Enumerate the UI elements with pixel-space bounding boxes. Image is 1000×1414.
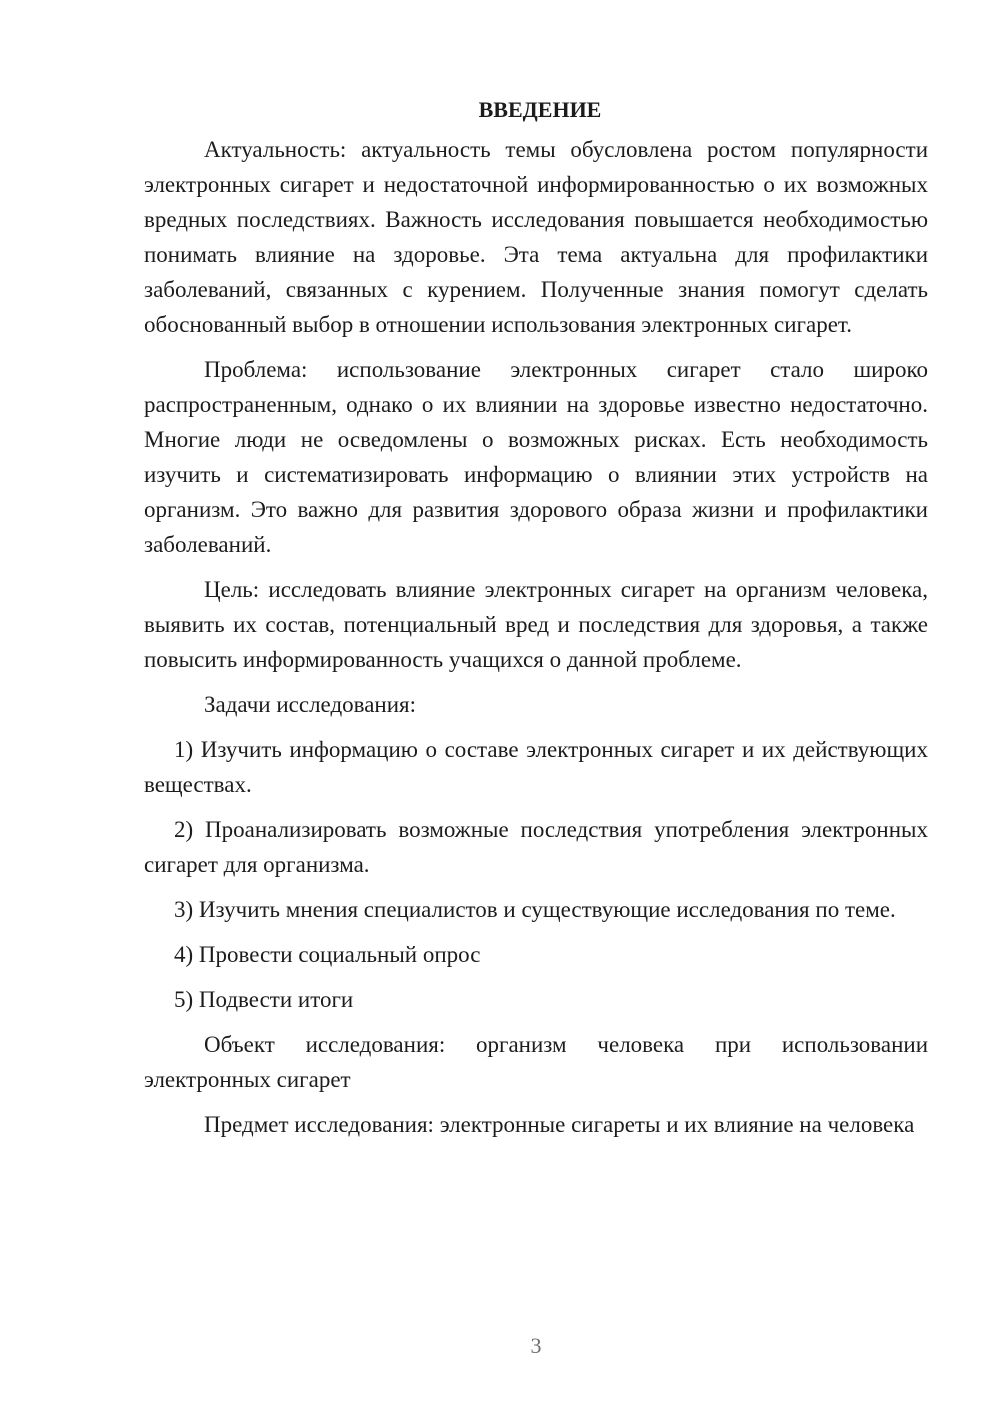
task-item: 3) Изучить мнения специалистов и существующие исследования по теме. xyxy=(174,897,896,922)
task-item: 4) Провести социальный опрос xyxy=(174,942,481,967)
task-item: 5) Подвести итоги xyxy=(174,987,354,1012)
relevance-paragraph: Актуальность: актуальность темы обусловлена ростом популярности электронных сигарет и недостаточной информированностью о их возможных вредных последствиях. Важность исследования повышается необходимостью понимать влияние на здоровье. Эта тема актуальна для профилактики заболеваний, связанных с курением. Полученные знания помогут сделать обоснованный выбор в отношении использования электронных сигарет. xyxy=(144,137,928,337)
page-number: 3 xyxy=(530,1333,542,1358)
goal-paragraph: Цель: исследовать влияние электронных сигарет на организм человека, выявить их состав, потенциальный вред и последствия для здоровья, а также повысить информированность учащихся о данной проблеме. xyxy=(144,577,928,672)
section-title: ВВЕДЕНИЕ xyxy=(478,97,602,122)
problem-paragraph: Проблема: использование электронных сигарет стало широко распространенным, однако о их влиянии на здоровье известно недостаточно. Многие люди не осведомлены о возможных рисках. Есть необходимость изучить и систематизировать информацию о влиянии этих устройств на организм. Это важно для развития здорового образа жизни и профилактики заболеваний. xyxy=(144,357,928,557)
object-paragraph: Объект исследования: организм человека при использовании электронных сигарет xyxy=(144,1032,928,1092)
task-item: 1) Изучить информацию о составе электронных сигарет и их действующих веществах. xyxy=(144,737,928,797)
document-page xyxy=(144,92,928,1152)
subject-paragraph: Предмет исследования: электронные сигареты и их влияние на человека xyxy=(204,1112,915,1137)
tasks-heading: Задачи исследования: xyxy=(204,692,417,717)
task-item: 2) Проанализировать возможные последствия употребления электронных сигарет для организма. xyxy=(144,817,928,877)
